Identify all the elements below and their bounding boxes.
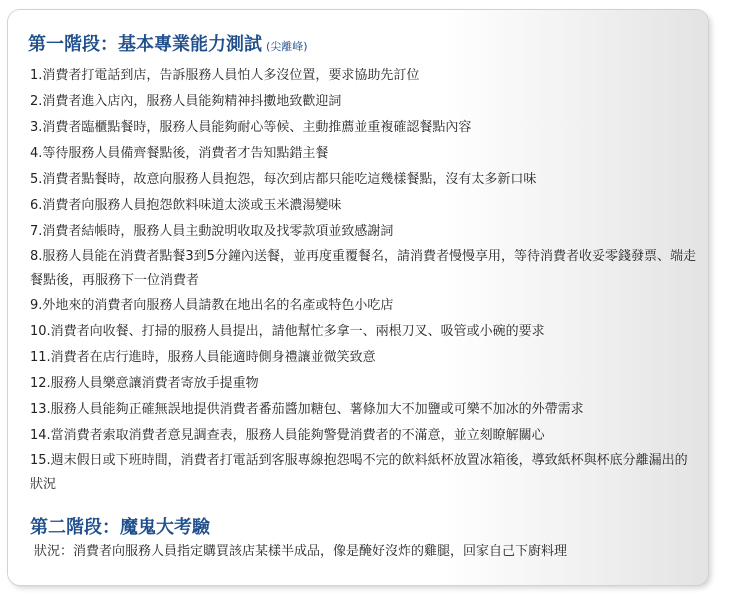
list-item: 4.等待服務人員備齊餐點後，消費者才告知點錯主餐 [30,146,329,161]
stage2-heading [30,513,210,539]
list-item: 5.消費者點餐時，故意向服務人員抱怨，每次到店都只能吃這幾樣餐點，沒有太多新口味 [30,172,537,187]
stage1-author: (尖離峰) [266,40,308,53]
stage1-heading [28,30,308,56]
list-item: 8.服務人員能在消費者點餐3到5分鐘內送餐，並再度重覆餐名，請消費者慢慢享用，等待消費者收妥零錢發票、端走餐點後，再服務下一位消費者 [30,249,696,288]
content-card [8,10,708,585]
list-item: 2.消費者進入店內，服務人員能夠精神抖擻地致歡迎詞 [30,94,342,109]
test-item-list [30,63,696,497]
list-item: 12.服務人員樂意讓消費者寄放手提重物 [30,376,259,391]
list-item: 13.服務人員能夠正確無誤地提供消費者番茄醬加糖包、薯條加大不加鹽或可樂不加冰的外帶需求 [30,402,584,417]
list-item: 10.消費者向收餐、打掃的服務人員提出，請他幫忙多拿一、兩根刀叉、吸管或小碗的要求 [30,324,545,339]
list-item: 7.消費者結帳時，服務人員主動說明收取及找零款項並致感謝詞 [30,224,394,239]
list-item: 6.消費者向服務人員抱怨飲料味道太淡或玉米濃湯變味 [30,198,342,213]
stage1-title: 第一階段：基本專業能力測試 [28,34,262,55]
list-item: 11.消費者在店行進時，服務人員能適時側身禮讓並微笑致意 [30,350,376,365]
list-item: 1.消費者打電話到店，告訴服務人員怕人多沒位置，要求協助先訂位 [30,68,420,83]
stage2-title: 第二階段：魔鬼大考驗 [30,517,210,538]
stage2-scenario: 狀況：消費者向服務人員指定購買該店某樣半成品，像是醃好沒炸的雞腿，回家自己下廚料理 [34,544,568,559]
list-item: 9.外地來的消費者向服務人員請教在地出名的名產或特色小吃店 [30,298,394,313]
list-item: 15.週末假日或下班時間，消費者打電話到客服專線抱怨喝不完的飲料紙杯放置冰箱後，導致紙杯與杯底分離漏出的狀況 [30,453,688,492]
list-item: 14.當消費者索取消費者意見調查表，服務人員能夠警覺消費者的不滿意，並立刻瞭解關心 [30,428,545,443]
list-item: 3.消費者臨櫃點餐時，服務人員能夠耐心等候、主動推薦並重複確認餐點內容 [30,120,472,135]
